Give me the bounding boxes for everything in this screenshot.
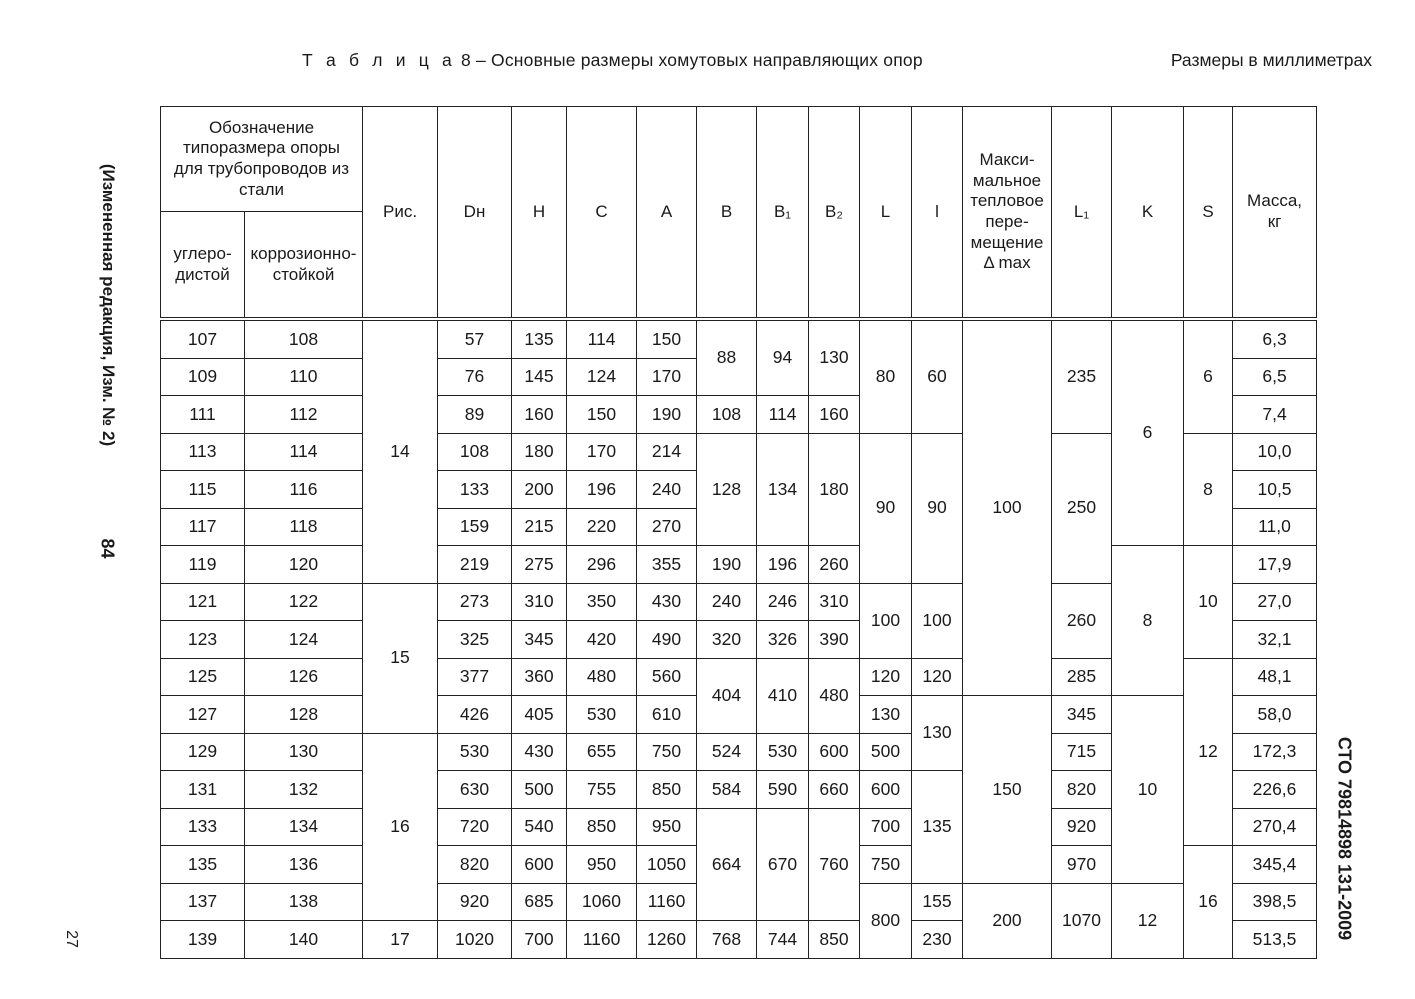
cell-b1: 326: [757, 621, 809, 659]
cell-mass: 7,4: [1233, 396, 1317, 434]
cell-l1: 715: [1052, 733, 1112, 771]
cell-mass: 27,0: [1233, 583, 1317, 621]
cell-designation-carbon: 135: [161, 846, 245, 884]
cell-l1: 250: [1052, 433, 1112, 583]
cell-b1: 744: [757, 921, 809, 959]
cell-l: 100: [912, 583, 963, 658]
cell-a: 1050: [637, 846, 697, 884]
cell-b2: 850: [809, 921, 860, 959]
cell-fig: 14: [363, 321, 438, 584]
cell-l1: 970: [1052, 846, 1112, 884]
cell-l1: 345: [1052, 696, 1112, 734]
cell-h: 345: [512, 621, 567, 659]
cell-h: 500: [512, 771, 567, 809]
cell-dn: 1020: [438, 921, 512, 959]
cell-b: 320: [697, 621, 757, 659]
cell-designation-stainless: 126: [245, 658, 363, 696]
table-caption: [302, 50, 923, 71]
cell-b2: 390: [809, 621, 860, 659]
cell-h: 215: [512, 508, 567, 546]
cell-mass: 10,5: [1233, 471, 1317, 509]
cell-a: 430: [637, 583, 697, 621]
cell-k: 8: [1112, 546, 1184, 696]
cell-designation-carbon: 129: [161, 733, 245, 771]
header-a: A: [637, 107, 697, 318]
cell-a: 240: [637, 471, 697, 509]
cell-designation-stainless: 130: [245, 733, 363, 771]
cell-k: 6: [1112, 321, 1184, 546]
cell-L: 800: [860, 883, 912, 958]
cell-L: 90: [860, 433, 912, 583]
cell-a: 355: [637, 546, 697, 584]
cell-designation-stainless: 136: [245, 846, 363, 884]
cell-h: 600: [512, 846, 567, 884]
cell-c: 480: [567, 658, 637, 696]
cell-dn: 57: [438, 321, 512, 359]
cell-designation-stainless: 114: [245, 433, 363, 471]
cell-dn: 76: [438, 358, 512, 396]
cell-mass: 226,6: [1233, 771, 1317, 809]
cell-fig: 16: [363, 733, 438, 921]
cell-b2: 760: [809, 808, 860, 921]
cell-designation-stainless: 128: [245, 696, 363, 734]
cell-c: 420: [567, 621, 637, 659]
cell-a: 950: [637, 808, 697, 846]
header-s: S: [1184, 107, 1233, 318]
cell-designation-stainless: 122: [245, 583, 363, 621]
cell-b2: 180: [809, 433, 860, 546]
cell-b1: 134: [757, 433, 809, 546]
cell-designation-carbon: 109: [161, 358, 245, 396]
cell-l: 155: [912, 883, 963, 921]
cell-dn: 325: [438, 621, 512, 659]
cell-a: 560: [637, 658, 697, 696]
header-l: l: [912, 107, 963, 318]
dimensions-table: [160, 106, 1317, 959]
cell-designation-carbon: 139: [161, 921, 245, 959]
cell-designation-carbon: 113: [161, 433, 245, 471]
cell-h: 275: [512, 546, 567, 584]
cell-s: 8: [1184, 433, 1233, 546]
cell-L: 700: [860, 808, 912, 846]
cell-b2: 600: [809, 733, 860, 771]
cell-h: 540: [512, 808, 567, 846]
page-number-secondary: 27: [63, 930, 80, 948]
cell-dn: 920: [438, 883, 512, 921]
cell-h: 145: [512, 358, 567, 396]
header-c: C: [567, 107, 637, 318]
cell-delta: 100: [963, 321, 1052, 696]
cell-l: 230: [912, 921, 963, 959]
cell-mass: 32,1: [1233, 621, 1317, 659]
cell-c: 124: [567, 358, 637, 396]
cell-l1: 285: [1052, 658, 1112, 696]
cell-c: 1160: [567, 921, 637, 959]
cell-b1: 94: [757, 321, 809, 396]
cell-h: 180: [512, 433, 567, 471]
cell-c: 1060: [567, 883, 637, 921]
cell-c: 350: [567, 583, 637, 621]
cell-designation-stainless: 118: [245, 508, 363, 546]
cell-b1: 410: [757, 658, 809, 733]
cell-L: 130: [860, 696, 912, 734]
cell-delta: 200: [963, 883, 1052, 958]
cell-h: 405: [512, 696, 567, 734]
cell-b: 768: [697, 921, 757, 959]
header-carbon: углеро-дистой: [161, 212, 245, 318]
cell-b1: 670: [757, 808, 809, 921]
cell-b2: 160: [809, 396, 860, 434]
cell-h: 135: [512, 321, 567, 359]
cell-mass: 513,5: [1233, 921, 1317, 959]
cell-designation-carbon: 119: [161, 546, 245, 584]
page-number: 84: [97, 538, 118, 559]
cell-designation-carbon: 133: [161, 808, 245, 846]
cell-b: 664: [697, 808, 757, 921]
cell-b2: 310: [809, 583, 860, 621]
cell-dn: 377: [438, 658, 512, 696]
cell-l: 60: [912, 321, 963, 434]
cell-designation-carbon: 111: [161, 396, 245, 434]
cell-h: 360: [512, 658, 567, 696]
cell-mass: 6,5: [1233, 358, 1317, 396]
cell-dn: 720: [438, 808, 512, 846]
cell-a: 610: [637, 696, 697, 734]
cell-designation-stainless: 138: [245, 883, 363, 921]
cell-mass: 172,3: [1233, 733, 1317, 771]
cell-b2: 130: [809, 321, 860, 396]
cell-l1: 1070: [1052, 883, 1112, 958]
cell-h: 685: [512, 883, 567, 921]
header-designation: Обозначение типоразмера опоры для трубопроводов из стали: [161, 107, 363, 212]
cell-b: 584: [697, 771, 757, 809]
cell-designation-stainless: 112: [245, 396, 363, 434]
cell-designation-stainless: 132: [245, 771, 363, 809]
cell-b: 190: [697, 546, 757, 584]
cell-designation-stainless: 116: [245, 471, 363, 509]
cell-designation-stainless: 134: [245, 808, 363, 846]
header-l1: L₁: [1052, 107, 1112, 318]
cell-mass: 58,0: [1233, 696, 1317, 734]
cell-b1: 196: [757, 546, 809, 584]
cell-dn: 273: [438, 583, 512, 621]
header-b2: B₂: [809, 107, 860, 318]
cell-L: 120: [860, 658, 912, 696]
cell-a: 750: [637, 733, 697, 771]
cell-b1: 114: [757, 396, 809, 434]
cell-a: 170: [637, 358, 697, 396]
cell-a: 190: [637, 396, 697, 434]
cell-c: 655: [567, 733, 637, 771]
cell-s: 16: [1184, 846, 1233, 959]
cell-designation-carbon: 121: [161, 583, 245, 621]
cell-mass: 48,1: [1233, 658, 1317, 696]
cell-k: 10: [1112, 696, 1184, 884]
cell-b: 240: [697, 583, 757, 621]
cell-designation-carbon: 123: [161, 621, 245, 659]
cell-a: 490: [637, 621, 697, 659]
cell-mass: 270,4: [1233, 808, 1317, 846]
cell-designation-carbon: 125: [161, 658, 245, 696]
cell-mass: 11,0: [1233, 508, 1317, 546]
cell-l1: 235: [1052, 321, 1112, 434]
cell-dn: 219: [438, 546, 512, 584]
header-fig: Рис.: [363, 107, 438, 318]
cell-fig: 15: [363, 583, 438, 733]
cell-l1: 920: [1052, 808, 1112, 846]
cell-designation-carbon: 127: [161, 696, 245, 734]
cell-c: 530: [567, 696, 637, 734]
cell-L: 600: [860, 771, 912, 809]
cell-designation-carbon: 117: [161, 508, 245, 546]
cell-l: 130: [912, 696, 963, 771]
cell-mass: 345,4: [1233, 846, 1317, 884]
cell-c: 114: [567, 321, 637, 359]
cell-l1: 260: [1052, 583, 1112, 658]
cell-s: 6: [1184, 321, 1233, 434]
cell-dn: 89: [438, 396, 512, 434]
cell-a: 1160: [637, 883, 697, 921]
cell-h: 160: [512, 396, 567, 434]
cell-designation-carbon: 131: [161, 771, 245, 809]
cell-dn: 133: [438, 471, 512, 509]
cell-b: 524: [697, 733, 757, 771]
cell-a: 1260: [637, 921, 697, 959]
cell-b1: 590: [757, 771, 809, 809]
cell-a: 270: [637, 508, 697, 546]
header-L: L: [860, 107, 912, 318]
cell-dn: 530: [438, 733, 512, 771]
cell-c: 170: [567, 433, 637, 471]
cell-L: 500: [860, 733, 912, 771]
cell-designation-stainless: 120: [245, 546, 363, 584]
cell-L: 100: [860, 583, 912, 658]
cell-mass: 6,3: [1233, 321, 1317, 359]
cell-b: 128: [697, 433, 757, 546]
cell-designation-carbon: 137: [161, 883, 245, 921]
cell-a: 214: [637, 433, 697, 471]
cell-designation-carbon: 115: [161, 471, 245, 509]
cell-dn: 820: [438, 846, 512, 884]
cell-s: 10: [1184, 546, 1233, 659]
cell-b1: 246: [757, 583, 809, 621]
cell-designation-stainless: 108: [245, 321, 363, 359]
header-k: K: [1112, 107, 1184, 318]
cell-L: 750: [860, 846, 912, 884]
cell-mass: 10,0: [1233, 433, 1317, 471]
cell-b1: 530: [757, 733, 809, 771]
cell-b: 88: [697, 321, 757, 396]
header-delta: Макси-мальное тепловое пере-мещение Δ max: [963, 107, 1052, 318]
cell-a: 850: [637, 771, 697, 809]
cell-b2: 660: [809, 771, 860, 809]
cell-designation-carbon: 107: [161, 321, 245, 359]
cell-dn: 630: [438, 771, 512, 809]
cell-c: 755: [567, 771, 637, 809]
caption-title: 8 – Основные размеры хомутовых направляющих опор: [455, 50, 923, 70]
caption-prefix: Т а б л и ц а: [302, 50, 456, 70]
cell-l: 135: [912, 771, 963, 884]
header-b: B: [697, 107, 757, 318]
cell-mass: 17,9: [1233, 546, 1317, 584]
cell-k: 12: [1112, 883, 1184, 958]
cell-designation-stainless: 124: [245, 621, 363, 659]
cell-l: 90: [912, 433, 963, 583]
header-h: H: [512, 107, 567, 318]
cell-dn: 159: [438, 508, 512, 546]
cell-L: 80: [860, 321, 912, 434]
standard-code: СТО 79814898 131-2009: [1334, 736, 1355, 941]
cell-h: 310: [512, 583, 567, 621]
cell-c: 220: [567, 508, 637, 546]
cell-delta: 150: [963, 696, 1052, 884]
cell-a: 150: [637, 321, 697, 359]
cell-c: 950: [567, 846, 637, 884]
cell-c: 296: [567, 546, 637, 584]
header-b1: B₁: [757, 107, 809, 318]
cell-designation-stainless: 110: [245, 358, 363, 396]
cell-l1: 820: [1052, 771, 1112, 809]
header-dn: Dн: [438, 107, 512, 318]
table-row: [161, 546, 1317, 584]
cell-b2: 260: [809, 546, 860, 584]
units-note: Размеры в миллиметрах: [1170, 50, 1372, 70]
cell-designation-stainless: 140: [245, 921, 363, 959]
edition-note: (Измененная редакция, Изм. № 2): [99, 163, 118, 447]
cell-b2: 480: [809, 658, 860, 733]
cell-b: 404: [697, 658, 757, 733]
cell-c: 150: [567, 396, 637, 434]
cell-dn: 426: [438, 696, 512, 734]
cell-c: 196: [567, 471, 637, 509]
cell-s: 12: [1184, 658, 1233, 846]
cell-h: 700: [512, 921, 567, 959]
cell-dn: 108: [438, 433, 512, 471]
cell-mass: 398,5: [1233, 883, 1317, 921]
cell-fig: 17: [363, 921, 438, 959]
header-mass: Масса, кг: [1233, 107, 1317, 318]
cell-h: 430: [512, 733, 567, 771]
cell-l: 120: [912, 658, 963, 696]
table-row: [161, 321, 1317, 359]
cell-b: 108: [697, 396, 757, 434]
cell-h: 200: [512, 471, 567, 509]
cell-c: 850: [567, 808, 637, 846]
header-stainless: коррозионно-стойкой: [245, 212, 363, 318]
